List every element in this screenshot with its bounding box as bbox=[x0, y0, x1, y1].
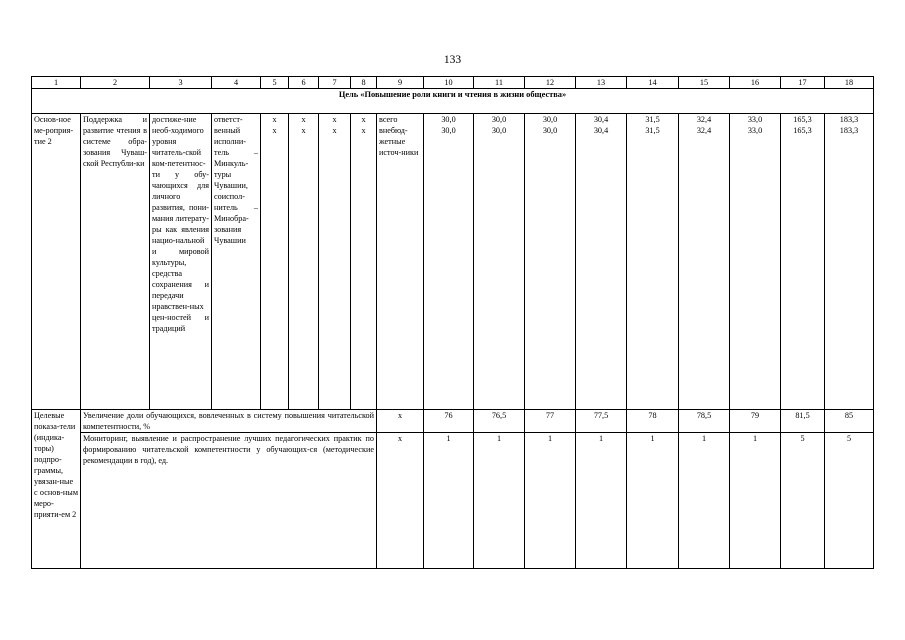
target-value: 85 bbox=[825, 410, 874, 433]
target-value: 77 bbox=[525, 410, 576, 433]
measure-row bbox=[32, 114, 874, 410]
target-value: 1 bbox=[525, 433, 576, 569]
cross-cell: x x bbox=[289, 114, 319, 410]
goal-row bbox=[32, 89, 874, 114]
column-number: 13 bbox=[576, 77, 627, 89]
target-value: 1 bbox=[730, 433, 781, 569]
column-number: 15 bbox=[679, 77, 730, 89]
funding-cell: 31,5 31,5 bbox=[627, 114, 679, 410]
target-row bbox=[32, 410, 874, 433]
target-value: 78,5 bbox=[679, 410, 730, 433]
target-value: 1 bbox=[627, 433, 679, 569]
goal-title: Цель «Повышение роли книги и чтения в жизни общества» bbox=[32, 89, 874, 114]
target-value: 79 bbox=[730, 410, 781, 433]
funding-cell: 30,0 30,0 bbox=[474, 114, 525, 410]
funding-cell: 32,4 32,4 bbox=[679, 114, 730, 410]
program-table bbox=[31, 76, 874, 569]
target-value: 78 bbox=[627, 410, 679, 433]
funding-cell: 30,0 30,0 bbox=[525, 114, 576, 410]
column-number: 12 bbox=[525, 77, 576, 89]
cross-cell: x x bbox=[351, 114, 377, 410]
column-number: 1 bbox=[32, 77, 81, 89]
column-number: 8 bbox=[351, 77, 377, 89]
column-number: 18 bbox=[825, 77, 874, 89]
source-total: всего bbox=[379, 115, 398, 124]
cross-cell: x x bbox=[261, 114, 289, 410]
column-number: 9 bbox=[377, 77, 424, 89]
column-number: 4 bbox=[212, 77, 261, 89]
measure-label: Основ-ное ме-роприя-тие 2 bbox=[32, 114, 81, 410]
funding-cell: 165,3 165,3 bbox=[781, 114, 825, 410]
column-number: 2 bbox=[81, 77, 150, 89]
funding-cell: 30,4 30,4 bbox=[576, 114, 627, 410]
cross-cell: x x bbox=[319, 114, 351, 410]
target-value: 1 bbox=[679, 433, 730, 569]
target-text: Мониторинг, выявление и распространение лучших педагогических практик по формированию читательской компетентности у обучающих-ся (методические рекомендации в год), ед. bbox=[81, 433, 377, 569]
column-number: 3 bbox=[150, 77, 212, 89]
column-number: 16 bbox=[730, 77, 781, 89]
funding-cell: 183,3 183,3 bbox=[825, 114, 874, 410]
target-value: 1 bbox=[474, 433, 525, 569]
targets-label: Целевые показа-тели (индика-торы) подпро-граммы, увязан-ные с основ-ным меро-прияти-ем 2 bbox=[32, 410, 81, 569]
target-text: Увеличение доли обучающихся, вовлеченных в систему повышения читательской компетентности, % bbox=[81, 410, 377, 433]
column-number: 17 bbox=[781, 77, 825, 89]
target-row bbox=[32, 433, 874, 569]
target-value: 1 bbox=[576, 433, 627, 569]
measure-title: Поддержка и развитие чтения в системе обра-зования Чуваш-ской Республи-ки bbox=[81, 114, 150, 410]
target-value: 5 bbox=[825, 433, 874, 569]
source-extra: внебюд-жетные источ-ники bbox=[379, 126, 419, 157]
target-value: 5 bbox=[781, 433, 825, 569]
column-number: 10 bbox=[424, 77, 474, 89]
funding-cell: 33,0 33,0 bbox=[730, 114, 781, 410]
target-mark: x bbox=[377, 410, 424, 433]
page-number: 133 bbox=[443, 54, 462, 66]
column-number: 6 bbox=[289, 77, 319, 89]
target-value: 81,5 bbox=[781, 410, 825, 433]
column-number: 11 bbox=[474, 77, 525, 89]
target-value: 77,5 bbox=[576, 410, 627, 433]
target-value: 76,5 bbox=[474, 410, 525, 433]
column-number: 7 bbox=[319, 77, 351, 89]
target-value: 76 bbox=[424, 410, 474, 433]
funding-cell: 30,0 30,0 bbox=[424, 114, 474, 410]
column-number: 5 bbox=[261, 77, 289, 89]
column-number: 14 bbox=[627, 77, 679, 89]
target-mark: x bbox=[377, 433, 424, 569]
column-number-row bbox=[32, 77, 874, 89]
target-value: 1 bbox=[424, 433, 474, 569]
measure-goal: достиже-ние необ-ходимого уровня читатель-ской ком-петентнос-ти у обу-чающихся для личного развития, пони-мания литерату-ры как явления нацио-нальной и мировой культуры, средства сохранения и передачи нравствен-ных цен-ностей и традиций bbox=[150, 114, 212, 410]
funding-sources bbox=[377, 114, 424, 410]
measure-executor: ответст-венный исполни-тель – Минкуль-туры Чувашии, соиспол-нитель – Минобра-зования Чувашии bbox=[212, 114, 261, 410]
